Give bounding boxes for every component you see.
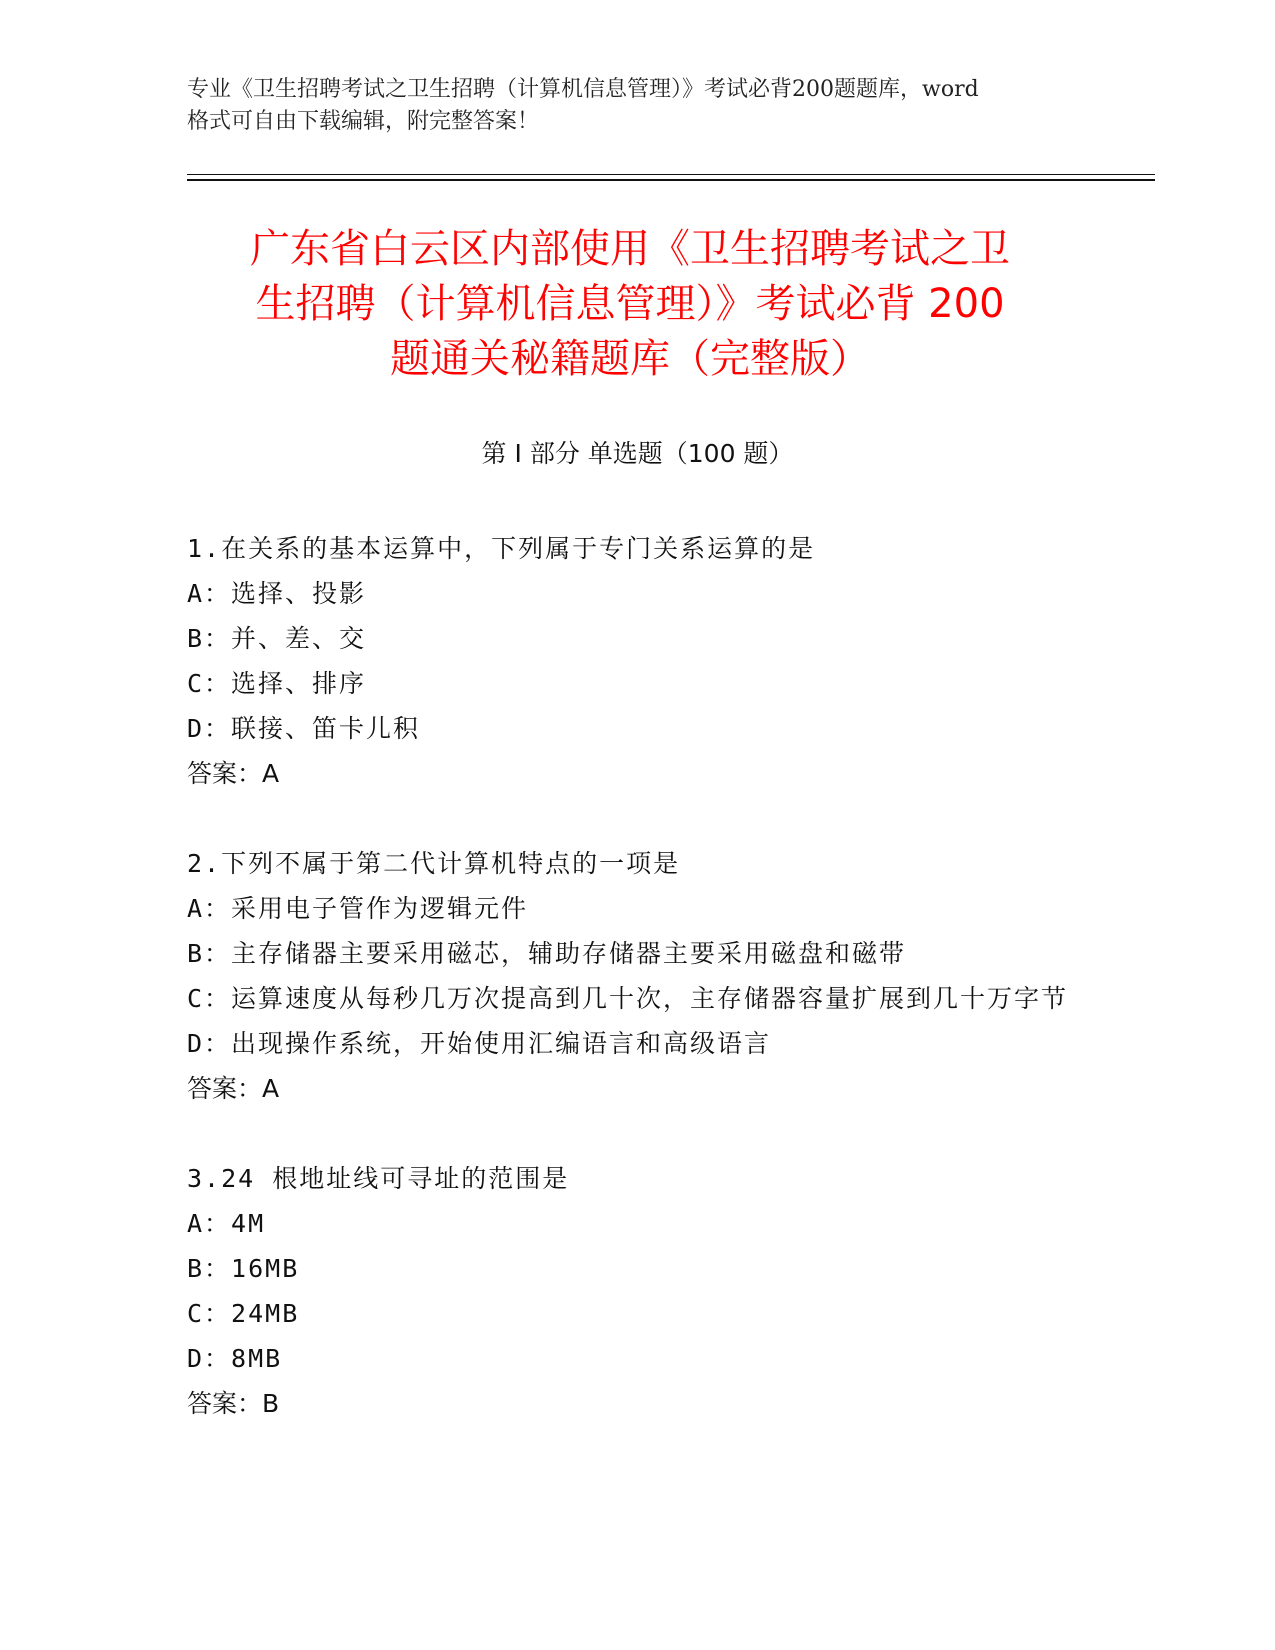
title-line: 生招聘（计算机信息管理）》考试必背 200: [255, 281, 1005, 327]
option-b: B：16MB: [187, 1254, 300, 1283]
question-stem: 1.在关系的基本运算中，下列属于专门关系运算的是: [187, 534, 816, 563]
question-item: [187, 526, 1087, 796]
option-d: D：8MB: [187, 1344, 283, 1373]
option-a: A：4M: [187, 1209, 266, 1238]
section-heading: 第 I 部分 单选题（100 题）: [481, 439, 794, 468]
option-c: C：选择、排序: [187, 669, 367, 698]
answer-line: 答案：B: [187, 1389, 280, 1418]
intro-text: [187, 74, 1087, 138]
question-stem: 2.下列不属于第二代计算机特点的一项是: [187, 849, 681, 878]
title-line: 题通关秘籍题库（完整版）: [390, 336, 870, 382]
answer-line: 答案：A: [187, 1074, 280, 1103]
header-divider-thin: [187, 174, 1155, 175]
option-a: A：选择、投影: [187, 579, 367, 608]
option-c: C：运算速度从每秒几万次提高到几十次，主存储器容量扩展到几十万字节: [187, 984, 1069, 1013]
question-item: [187, 1156, 1087, 1426]
answer-line: 答案：A: [187, 759, 280, 788]
header-divider-thick: [187, 179, 1155, 181]
option-d: D：出现操作系统，开始使用汇编语言和高级语言: [187, 1029, 772, 1058]
question-item: [187, 841, 1087, 1111]
document-title: [150, 222, 1110, 387]
option-d: D：联接、笛卡儿积: [187, 714, 421, 743]
intro-line: 格式可自由下载编辑，附完整答案！: [187, 109, 540, 134]
option-c: C：24MB: [187, 1299, 300, 1328]
intro-line: 专业《卫生招聘考试之卫生招聘（计算机信息管理）》考试必背200题题库，word: [187, 77, 979, 102]
question-stem: 3.24 根地址线可寻址的范围是: [187, 1164, 570, 1193]
option-a: A：采用电子管作为逻辑元件: [187, 894, 529, 923]
question-list: [187, 526, 1087, 1471]
option-b: B：主存储器主要采用磁芯，辅助存储器主要采用磁盘和磁带: [187, 939, 907, 968]
option-b: B：并、差、交: [187, 624, 367, 653]
title-line: 广东省白云区内部使用《卫生招聘考试之卫: [250, 226, 1010, 272]
